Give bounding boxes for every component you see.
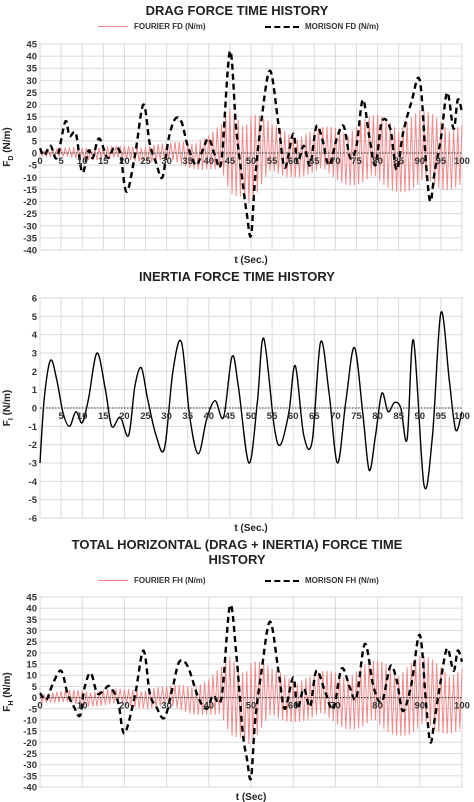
x-tick-label: 60 bbox=[287, 700, 299, 712]
x-axis-label: t (Sec.) bbox=[234, 523, 268, 534]
x-tick-label: 35 bbox=[182, 156, 193, 168]
x-tick-label: 100 bbox=[454, 156, 470, 168]
y-tick-label: -3 bbox=[28, 458, 37, 470]
legend-label: MORISON FH (N/m) bbox=[305, 576, 379, 585]
y-tick-label: -35 bbox=[23, 771, 37, 783]
y-tick-label: 30 bbox=[26, 626, 37, 638]
x-tick-label: 30 bbox=[161, 156, 172, 168]
y-tick-label: 20 bbox=[26, 100, 37, 112]
x-tick-label: 80 bbox=[372, 156, 383, 168]
y-tick-label: 1 bbox=[31, 385, 37, 397]
x-tick-label: 90 bbox=[414, 700, 426, 712]
x-tick-label: 10 bbox=[76, 700, 88, 712]
x-tick-label: 75 bbox=[351, 156, 362, 168]
y-tick-label: -15 bbox=[23, 184, 37, 196]
y-tick-label: 45 bbox=[26, 592, 37, 604]
y-tick-label: -25 bbox=[23, 748, 37, 760]
x-tick-label: 20 bbox=[119, 156, 130, 168]
chart-title: DRAG FORCE TIME HISTORY bbox=[145, 3, 329, 18]
y-tick-label: 25 bbox=[26, 87, 37, 99]
y-axis-label-main: F bbox=[2, 705, 13, 712]
y-tick-label: -35 bbox=[23, 233, 37, 245]
x-tick-label: 20 bbox=[119, 411, 130, 422]
y-tick-label: 0 bbox=[31, 148, 37, 160]
y-tick-label: 10 bbox=[26, 124, 37, 136]
y-axis-label bbox=[2, 127, 15, 167]
y-tick-label: -20 bbox=[23, 737, 37, 749]
x-tick-label: 25 bbox=[140, 156, 151, 168]
y-axis-label-sub: I bbox=[8, 418, 15, 421]
x-tick-label: 45 bbox=[224, 411, 236, 422]
x-tick-label: 55 bbox=[266, 156, 278, 168]
x-tick-label: 85 bbox=[393, 156, 404, 168]
y-tick-label: -30 bbox=[23, 221, 37, 233]
y-tick-label: 40 bbox=[26, 603, 37, 615]
y-tick-label: -4 bbox=[28, 476, 37, 488]
x-axis-label: t (Sec) bbox=[235, 792, 267, 802]
inertia-force-plot bbox=[0, 268, 474, 533]
y-tick-label: 5 bbox=[31, 311, 37, 323]
x-tick-label: 95 bbox=[435, 411, 447, 422]
drag-force-chart bbox=[0, 0, 474, 268]
x-tick-label: 30 bbox=[161, 411, 172, 422]
x-tick-label: 10 bbox=[76, 411, 88, 422]
y-axis-label-sub: D bbox=[8, 155, 15, 161]
x-tick-label: 0 bbox=[37, 700, 43, 712]
y-tick-label: -10 bbox=[23, 715, 37, 727]
x-tick-label: 85 bbox=[393, 411, 404, 422]
x-tick-label: 50 bbox=[245, 411, 257, 422]
y-tick-label: 20 bbox=[26, 648, 37, 660]
x-tick-label: 25 bbox=[140, 411, 151, 422]
x-tick-label: 30 bbox=[161, 700, 172, 712]
x-tick-label: 90 bbox=[414, 156, 426, 168]
x-tick-label: 55 bbox=[266, 411, 278, 422]
legend-label: MORISON FD (N/m) bbox=[305, 22, 379, 31]
x-tick-label: 5 bbox=[58, 411, 64, 422]
drag-force-plot bbox=[0, 0, 474, 268]
x-tick-label: 35 bbox=[182, 411, 193, 422]
y-tick-label: -5 bbox=[28, 704, 37, 716]
y-axis-label-sub: H bbox=[8, 700, 15, 706]
y-tick-label: 30 bbox=[26, 75, 37, 87]
x-tick-label: 65 bbox=[309, 156, 320, 168]
x-tick-label: 65 bbox=[309, 411, 320, 422]
y-tick-label: 15 bbox=[26, 659, 37, 671]
y-tick-label: 0 bbox=[31, 693, 37, 705]
legend-label: FOURIER FD (N/m) bbox=[134, 22, 206, 31]
x-tick-label: 100 bbox=[454, 700, 470, 712]
y-tick-label: 5 bbox=[31, 136, 37, 148]
y-axis-label-main: F bbox=[2, 420, 13, 427]
x-tick-label: 70 bbox=[330, 156, 341, 168]
y-tick-label: 35 bbox=[26, 614, 37, 626]
x-tick-label: 5 bbox=[58, 156, 64, 168]
total-force-chart bbox=[0, 533, 474, 802]
x-tick-label: 15 bbox=[98, 411, 109, 422]
x-tick-label: 80 bbox=[372, 700, 383, 712]
y-tick-label: -2 bbox=[28, 440, 37, 452]
y-tick-label: -40 bbox=[23, 782, 37, 794]
y-axis-label-main: F bbox=[2, 160, 13, 167]
y-tick-label: -15 bbox=[23, 726, 37, 738]
y-tick-label: 2 bbox=[31, 366, 37, 378]
total-force-plot bbox=[0, 533, 474, 802]
y-tick-label: 35 bbox=[26, 63, 37, 75]
y-tick-label: 6 bbox=[31, 293, 37, 305]
x-axis-label: t (Sec.) bbox=[234, 255, 268, 266]
x-tick-label: 100 bbox=[454, 411, 470, 422]
y-tick-label: -20 bbox=[23, 197, 37, 209]
x-tick-label: 80 bbox=[372, 411, 383, 422]
inertia-force-chart bbox=[0, 268, 474, 533]
y-tick-label: -25 bbox=[23, 209, 37, 221]
y-tick-label: 25 bbox=[26, 637, 37, 649]
y-axis-label-unit: (N/m) bbox=[2, 672, 13, 701]
y-tick-label: 3 bbox=[31, 348, 37, 360]
x-tick-label: 15 bbox=[98, 156, 109, 168]
x-tick-label: 60 bbox=[287, 411, 299, 422]
y-tick-label: 15 bbox=[26, 112, 37, 124]
x-tick-label: 20 bbox=[119, 700, 130, 712]
x-tick-label: 70 bbox=[330, 700, 341, 712]
y-tick-label: -40 bbox=[23, 245, 37, 257]
y-tick-label: 0 bbox=[31, 403, 37, 415]
x-tick-label: 10 bbox=[76, 156, 88, 168]
y-tick-label: -5 bbox=[28, 160, 37, 172]
y-tick-label: 10 bbox=[26, 670, 37, 682]
y-tick-label: 4 bbox=[31, 330, 37, 342]
x-tick-label: 95 bbox=[435, 156, 447, 168]
y-tick-label: -30 bbox=[23, 760, 37, 772]
x-tick-label: 75 bbox=[351, 411, 362, 422]
y-tick-label: -6 bbox=[28, 513, 37, 525]
x-tick-label: 60 bbox=[287, 156, 299, 168]
chart-title: INERTIA FORCE TIME HISTORY bbox=[139, 269, 335, 284]
y-axis-label bbox=[2, 390, 15, 426]
y-axis-label-unit: (N/m) bbox=[2, 127, 13, 156]
x-tick-label: 40 bbox=[203, 411, 215, 422]
y-tick-label: -5 bbox=[28, 495, 37, 507]
x-tick-label: 40 bbox=[203, 700, 215, 712]
y-tick-label: 5 bbox=[31, 681, 37, 693]
x-tick-label: 0 bbox=[37, 156, 43, 168]
y-axis-label-unit: (N/m) bbox=[2, 389, 13, 419]
x-tick-label: 45 bbox=[224, 156, 236, 168]
legend-label: FOURIER FH (N/m) bbox=[134, 576, 206, 585]
y-axis-label bbox=[2, 672, 15, 712]
x-tick-label: 40 bbox=[203, 156, 215, 168]
y-tick-label: -10 bbox=[23, 172, 37, 184]
x-tick-label: 50 bbox=[245, 156, 257, 168]
chart-title: TOTAL HORIZONTAL (DRAG + INERTIA) FORCE TIME HISTORY bbox=[71, 537, 403, 567]
y-tick-label: 40 bbox=[26, 51, 37, 63]
y-tick-label: -1 bbox=[28, 421, 37, 433]
x-tick-label: 90 bbox=[414, 411, 426, 422]
y-tick-label: 45 bbox=[26, 39, 37, 51]
x-tick-label: 70 bbox=[330, 411, 341, 422]
x-tick-label: 50 bbox=[245, 700, 257, 712]
